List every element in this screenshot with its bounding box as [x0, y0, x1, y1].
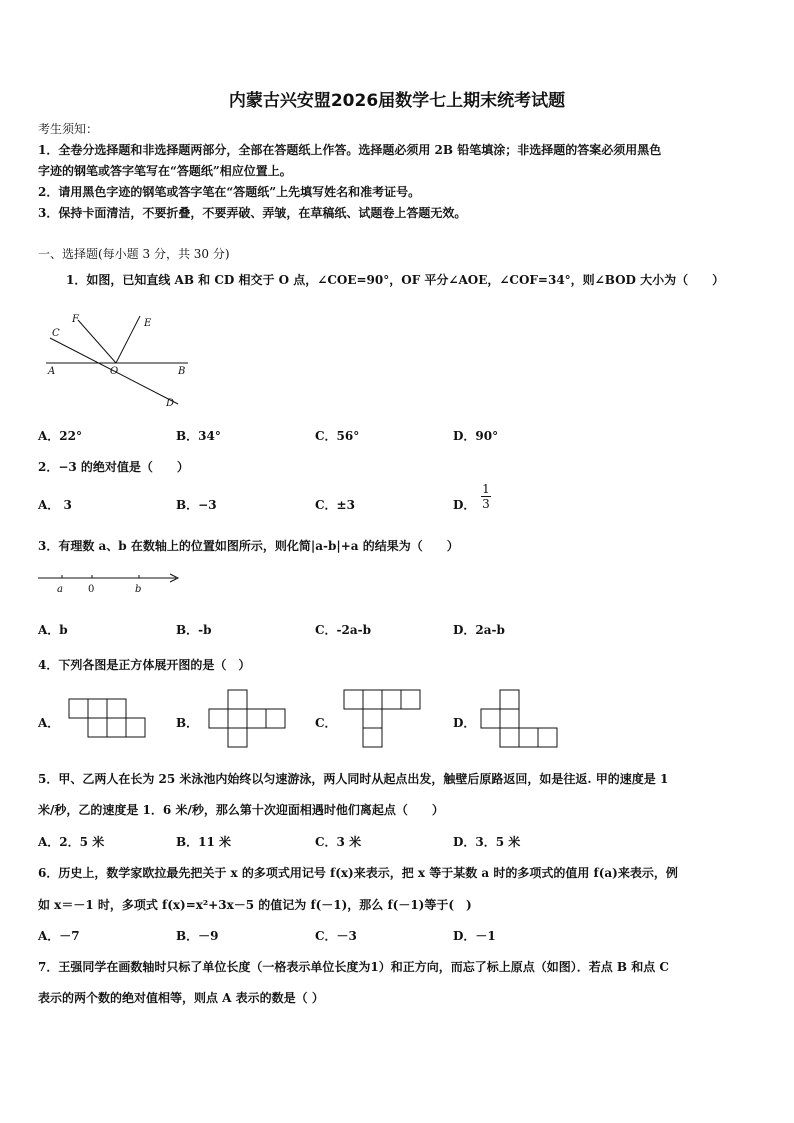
question-3-option-d: D．2a-b [453, 623, 505, 637]
question-2-option-c: C．±3 [315, 498, 355, 512]
question-6-option-b: B．－9 [176, 929, 219, 943]
cube-net-a [68, 698, 148, 740]
question-5-option-c: C．3 米 [315, 835, 362, 849]
question-2-stem: 2．−3 的绝对值是（ ） [38, 460, 189, 474]
figure-label-o: O [110, 366, 119, 377]
question-7-stem: 7．王强同学在画数轴时只标了单位长度（一格表示单位长度为1）和正方向，而忘了标上原点（如图）．若点 B 和点 C [38, 960, 669, 974]
question-2-fraction [481, 482, 491, 511]
cube-net-b [208, 689, 288, 749]
question-5-option-a: A．2．5 米 [38, 835, 105, 849]
axis-label-a: a [57, 584, 63, 595]
question-1-option-b: B．34° [176, 429, 221, 443]
question-1-figure [38, 308, 198, 412]
question-3-option-a: A．b [38, 623, 68, 637]
notice-item-2: 2．请用黑色字迹的钢笔或答字笔在“答题纸”上先填写姓名和准考证号。 [38, 185, 421, 199]
question-7-stem-cont: 表示的两个数的绝对值相等，则点 A 表示的数是（ ） [38, 991, 324, 1005]
question-3-option-c: C．-2a-b [315, 623, 372, 637]
question-4-stem: 4．下列各图是正方体展开图的是（ ） [38, 658, 251, 672]
section-heading: 一、选择题(每小题 3 分，共 30 分) [38, 247, 230, 261]
figure-label-f: F [72, 314, 79, 325]
axis-label-b: b [135, 584, 142, 595]
figure-label-d: D [166, 398, 175, 409]
notice-item-1-cont: 字迹的钢笔或答字笔写在“答题纸”相应位置上。 [38, 164, 292, 178]
notice-heading: 考生须知： [38, 122, 99, 136]
question-6-stem-cont: 如 x＝－1 时，多项式 f(x)=x²+3x－5 的值记为 f(－1)，那么 f(－1)等于( ) [38, 898, 472, 912]
question-6-option-c: C．－3 [315, 929, 357, 943]
axis-label-zero: 0 [88, 584, 95, 595]
question-2-option-b: B．−3 [176, 498, 217, 512]
question-1-stem: 1．如图，已知直线 AB 和 CD 相交于 O 点，∠COE=90°，OF 平分∠AOE，∠COF=34°，则∠BOD 大小为（ ） [66, 273, 725, 287]
figure-label-a: A [48, 366, 56, 377]
question-2-option-d: D． [453, 498, 476, 512]
figure-label-b: B [178, 366, 186, 377]
question-3-number-line [36, 568, 182, 598]
question-3-stem: 3．有理数 a、b 在数轴上的位置如图所示，则化简|a-b|+a 的结果为（ ） [38, 539, 459, 553]
question-1-option-d: D．90° [453, 429, 499, 443]
question-1-option-c: C．56° [315, 429, 360, 443]
question-1-option-a: A．22° [38, 429, 83, 443]
question-6-option-a: A．－7 [38, 929, 80, 943]
figure-label-e: E [144, 318, 152, 329]
question-6-option-d: D．－1 [453, 929, 496, 943]
question-5-option-b: B．11 米 [176, 835, 232, 849]
cube-net-c [343, 689, 423, 749]
figure-label-c: C [52, 328, 60, 339]
question-2-option-a: A． 3 [38, 498, 72, 512]
question-4-option-b: B． [176, 716, 199, 730]
notice-item-1: 1．全卷分选择题和非选择题两部分，全部在答题纸上作答。选择题必须用 2B 铅笔填涂；非选择题的答案必须用黑色 [38, 143, 662, 157]
question-5-stem: 5．甲、乙两人在长为 25 米泳池内始终以匀速游泳，两人同时从起点出发，触壁后原路返回，如是往返. 甲的速度是 1 [38, 772, 669, 786]
question-5-option-d: D．3．5 米 [453, 835, 521, 849]
question-3-option-b: B．-b [176, 623, 212, 637]
question-5-stem-cont: 米/秒，乙的速度是 1．6 米/秒，那么第十次迎面相遇时他们离起点（ ） [38, 803, 444, 817]
fraction-denominator: 3 [482, 497, 490, 511]
cube-net-d [480, 689, 560, 749]
question-4-option-c: C． [315, 716, 337, 730]
page-title: 内蒙古兴安盟2026届数学七上期末统考试题 [228, 91, 566, 111]
notice-item-3: 3．保持卡面清洁，不要折叠，不要弄破、弄皱，在草稿纸、试题卷上答题无效。 [38, 206, 467, 220]
fraction-numerator: 1 [482, 482, 490, 496]
question-4-option-d: D． [453, 716, 476, 730]
question-6-stem: 6．历史上，数学家欧拉最先把关于 x 的多项式用记号 f(x)来表示，把 x 等于某数 a 时的多项式的值用 f(a)来表示，例 [38, 866, 678, 880]
question-4-option-a: A． [38, 716, 60, 730]
